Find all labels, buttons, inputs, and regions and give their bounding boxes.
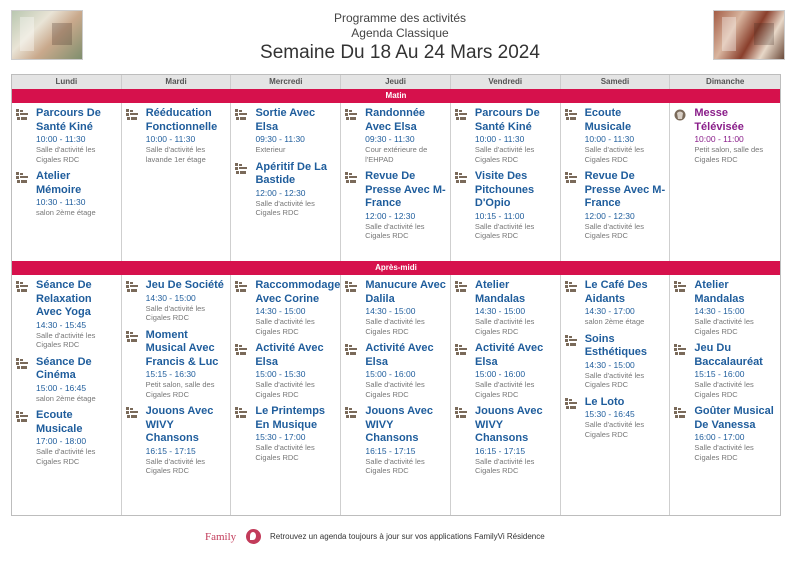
activity-icon [674,407,688,462]
activity-item[interactable] [565,170,666,241]
activity-icon [126,109,140,164]
activity-icon [126,331,140,400]
activity-title: Parcours De Santé Kiné [474,107,540,133]
activity-time: 14:30 - 15:00 [145,292,196,303]
activity-icon [345,109,359,164]
activity-icon [565,281,579,327]
activity-title: Rééducation Fonctionnelle [145,107,218,133]
activity-title: Atelier Mandalas [475,279,526,305]
activity-location: salon 2ème étage [36,208,96,217]
activity-location: salon 2ème étage [36,393,96,403]
activity-title: Manucure Avec Dalila [365,279,446,305]
page-title: Semaine Du 18 Au 24 Mars 2024 [260,42,540,63]
activity-icon [455,281,469,336]
day-column [341,103,451,262]
activity-time: 14:30 - 15:00 [255,306,306,316]
activity-location: Salle d'activité les Cigales RDC [365,221,425,240]
activity-time: 16:00 - 17:00 [694,432,745,442]
activity-item[interactable] [345,342,446,399]
day-column [231,103,341,262]
day-column [122,103,232,262]
day-header: Lundi [12,75,122,89]
activity-time: 15:15 - 16:30 [145,369,196,379]
activity-item[interactable] [126,329,227,400]
activity-title: Atelier Mémoire [36,170,82,196]
activity-title: Revue De Presse Avec M-France [365,170,446,209]
activity-title: Séance De Relaxation Avec Yoga [36,279,92,318]
activity-location: Salle d'activité les Cigales RDC [255,317,315,336]
activity-icon [126,281,140,323]
activity-time: 10:00 - 11:00 [694,134,744,144]
activity-time: 12:00 - 12:30 [255,187,306,198]
activity-time: 17:00 - 18:00 [36,436,87,446]
activity-item[interactable] [455,107,556,164]
activity-location: Salle d'activité les Cigales RDC [255,380,315,399]
activity-title: Raccommodage Avec Corine [255,279,341,305]
activity-item[interactable] [16,409,117,466]
activity-time: 09:30 - 11:30 [365,134,415,144]
day-column [670,275,780,515]
activity-title: Soins Esthétiques [584,332,648,358]
activity-title: Jouons Avec WIVY Chansons [365,405,433,444]
activity-item[interactable] [345,279,446,336]
activity-icon [16,411,30,466]
activity-item[interactable] [235,107,336,155]
activity-title: Jeu De Société [145,279,224,291]
activity-item[interactable] [674,107,776,164]
activity-location: Salle d'activité les Cigales RDC [255,198,315,217]
activity-item[interactable] [455,405,556,476]
day-header: Dimanche [706,77,745,86]
activity-title: Jouons Avec WIVY Chansons [475,405,543,444]
activity-item[interactable] [674,279,776,336]
activity-time: 15:15 - 16:00 [694,369,745,379]
activity-location: Salle d'activité les Cigales RDC [365,456,425,475]
activity-location: Salle d'activité les Cigales RDC [475,380,535,399]
activity-location: Salle d'activité les Cigales RDC [475,456,535,475]
activity-icon [455,172,469,241]
activity-time: 16:15 - 17:15 [145,445,196,456]
activity-icon [235,281,249,336]
activity-item[interactable] [455,342,556,399]
activity-location: Salle d'activité les Cigales RDC [36,447,96,466]
activity-title: Sortie Avec Elsa [255,107,316,133]
day-header: Vendredi [451,75,561,89]
day-column [451,275,561,515]
activity-location: Salle d'activité les Cigales RDC [365,317,425,336]
activity-time: 15:00 - 16:00 [365,369,416,379]
activity-item[interactable] [235,342,336,399]
activity-item[interactable] [235,279,341,336]
activity-location: Salle d'activité les Cigales RDC [365,380,425,399]
activity-time: 09:30 - 11:30 [255,134,305,144]
activity-time: 15:00 - 15:30 [255,369,306,379]
activity-location: Salle d'activité les Cigales RDC [474,221,535,240]
activity-item[interactable] [16,170,117,218]
activity-icon [455,407,469,476]
activity-item[interactable] [345,405,446,476]
weekly-schedule-grid [11,74,781,516]
activity-icon [674,344,688,399]
activity-icon [16,358,30,404]
footer [0,529,800,549]
activity-icon [674,281,688,336]
day-column [122,275,232,515]
activity-title: Goûter Musical De Vanessa [694,405,774,431]
activity-location: Salle d'activité les Cigales RDC [694,380,754,399]
activity-icon [345,281,359,336]
activity-time: 14:30 - 15:00 [584,359,635,370]
day-header-row [12,75,780,90]
day-column [670,103,780,262]
activity-item[interactable] [674,405,776,462]
activity-title: Messe Télévisée [694,107,744,133]
activity-time: 12:00 - 12:30 [584,210,635,221]
day-column [12,103,122,262]
day-header: Mardi [122,75,232,89]
activity-location: Salle d'activité les Cigales RDC [584,370,645,389]
activity-item[interactable] [345,170,446,241]
activity-item[interactable] [565,333,666,390]
activity-item[interactable] [16,279,117,350]
activity-icon [565,335,579,390]
activity-location: Salle d'activité les Cigales RDC [255,443,315,462]
activity-location: Cour extérieure de l'EHPAD [365,145,428,164]
activity-title: Apéritif De La Bastide [255,160,327,186]
footer-text: Retrouvez un agenda toujours à jour sur vos applications FamilyVi Résidence [270,532,545,541]
brand-logo-text: Family [205,531,237,543]
afternoon-row [12,275,780,515]
activity-title: Atelier Mandalas [694,279,745,305]
activity-item[interactable] [455,279,556,336]
activity-title: Jouons Avec WIVY Chansons [145,405,214,444]
activity-time: 14:30 - 15:00 [365,306,416,316]
activity-time: 15:30 - 17:00 [255,432,306,442]
activity-location: Salle d'activité les Cigales RDC [694,443,754,462]
activity-item[interactable] [126,107,227,164]
activity-location: salon 2ème étage [584,317,645,326]
activity-location: Salle d'activité les Cigales RDC [145,456,206,475]
activity-title: Parcours De Santé Kiné [36,107,101,133]
activity-icon [235,163,249,218]
activity-location: Salle d'activité les Cigales RDC [584,145,644,164]
activity-time: 14:30 - 15:00 [694,306,745,316]
brand-logo-icon [246,529,261,544]
activity-time: 10:15 - 11:00 [474,210,525,221]
day-column [451,103,561,262]
activity-title: Le Printemps En Musique [255,405,326,431]
activity-location: Salle d'activité les Cigales RDC [145,303,206,322]
activity-item[interactable] [455,170,556,241]
activity-time: 14:30 - 15:00 [475,306,526,316]
activity-location: Salle d'activité les Cigales RDC [694,317,754,336]
morning-row [12,103,780,262]
activity-icon [235,407,249,462]
activity-time: 14:30 - 15:45 [36,319,87,330]
activity-item[interactable] [565,107,666,164]
activity-item[interactable] [345,107,446,164]
activity-location: Exterieur [255,145,286,154]
activity-item[interactable] [126,405,227,476]
activity-time: 10:00 - 11:30 [145,134,196,144]
activity-location: Salle d'activité les Cigales RDC [584,221,644,240]
activity-icon [565,398,579,440]
activity-time: 16:15 - 17:15 [365,445,416,456]
activity-location: Salle d'activité les lavande 1er étage [145,145,206,164]
activity-icon [565,109,579,164]
activity-item[interactable] [565,279,666,327]
activity-time: 10:00 - 11:30 [36,134,86,144]
activity-location: Petit salon, salle des Cigales RDC [694,145,764,164]
activity-title: Activité Avec Elsa [475,342,544,368]
activity-item[interactable] [235,405,336,462]
activity-title: Revue De Presse Avec M-France [584,170,666,209]
activity-time: 15:00 - 16:45 [36,382,87,393]
activity-time: 14:30 - 17:00 [584,306,635,316]
activity-title: Le Loto [584,395,625,408]
header-line1: Programme des activités [333,11,467,25]
section-band-morning: Matin [12,89,780,103]
activity-time: 12:00 - 12:30 [365,210,416,221]
activity-title: Ecoute Musicale [36,409,83,435]
activity-title: Visite Des Pitchounes D'Opio [474,170,535,209]
day-column [12,275,122,515]
header-line2: Agenda Classique [351,26,449,40]
activity-title: Activité Avec Elsa [365,342,434,368]
activity-title: Ecoute Musicale [584,107,632,133]
activity-icon [235,109,249,155]
activity-time: 16:15 - 17:15 [475,445,526,456]
activity-location: Salle d'activité les Cigales RDC [36,330,96,349]
activity-title: Séance De Cinéma [36,355,92,381]
activity-icon [345,344,359,399]
activity-title: Jeu Du Baccalauréat [694,342,763,368]
activity-location: Salle d'activité les Cigales RDC [584,420,645,439]
activity-time: 10:30 - 11:30 [36,197,86,207]
activity-item[interactable] [235,161,336,218]
activity-icon [235,344,249,399]
day-header: Samedi [561,75,671,89]
activity-icon [455,344,469,399]
activity-title: Moment Musical Avec Francis & Luc [145,328,219,368]
activity-item[interactable] [16,107,117,164]
section-band-afternoon: Après-midi [12,261,780,275]
activity-time: 15:00 - 16:00 [475,369,526,379]
activity-item[interactable] [16,356,117,404]
activity-icon [565,172,579,241]
activity-time: 15:30 - 16:45 [584,409,635,419]
activity-icon [16,281,30,350]
activity-item[interactable] [565,396,666,440]
day-column [231,275,341,515]
activity-icon [345,407,359,476]
activity-location: Petit salon, salle des Cigales RDC [145,380,215,399]
activity-time: 10:00 - 11:30 [584,134,635,144]
day-header: Mercredi [231,75,341,89]
activity-icon [455,109,469,164]
activity-icon [345,172,359,241]
activity-icon [126,407,140,476]
activity-item[interactable] [126,279,227,323]
day-column [341,275,451,515]
day-column [561,103,671,262]
activity-icon [16,109,30,164]
activity-location: Salle d'activité les Cigales RDC [36,145,96,164]
activity-title: Activité Avec Elsa [255,342,324,368]
activity-icon [16,172,30,218]
activity-title: Le Café Des Aidants [584,279,648,305]
day-column [561,275,671,515]
prayer-icon [674,109,688,164]
day-header: Jeudi [341,75,451,89]
activity-location: Salle d'activité les Cigales RDC [474,145,535,164]
activity-location: Salle d'activité les Cigales RDC [475,317,535,336]
activity-title: Randonnée Avec Elsa [365,107,426,133]
activity-time: 10:00 - 11:30 [474,134,525,144]
activity-item[interactable] [674,342,776,399]
